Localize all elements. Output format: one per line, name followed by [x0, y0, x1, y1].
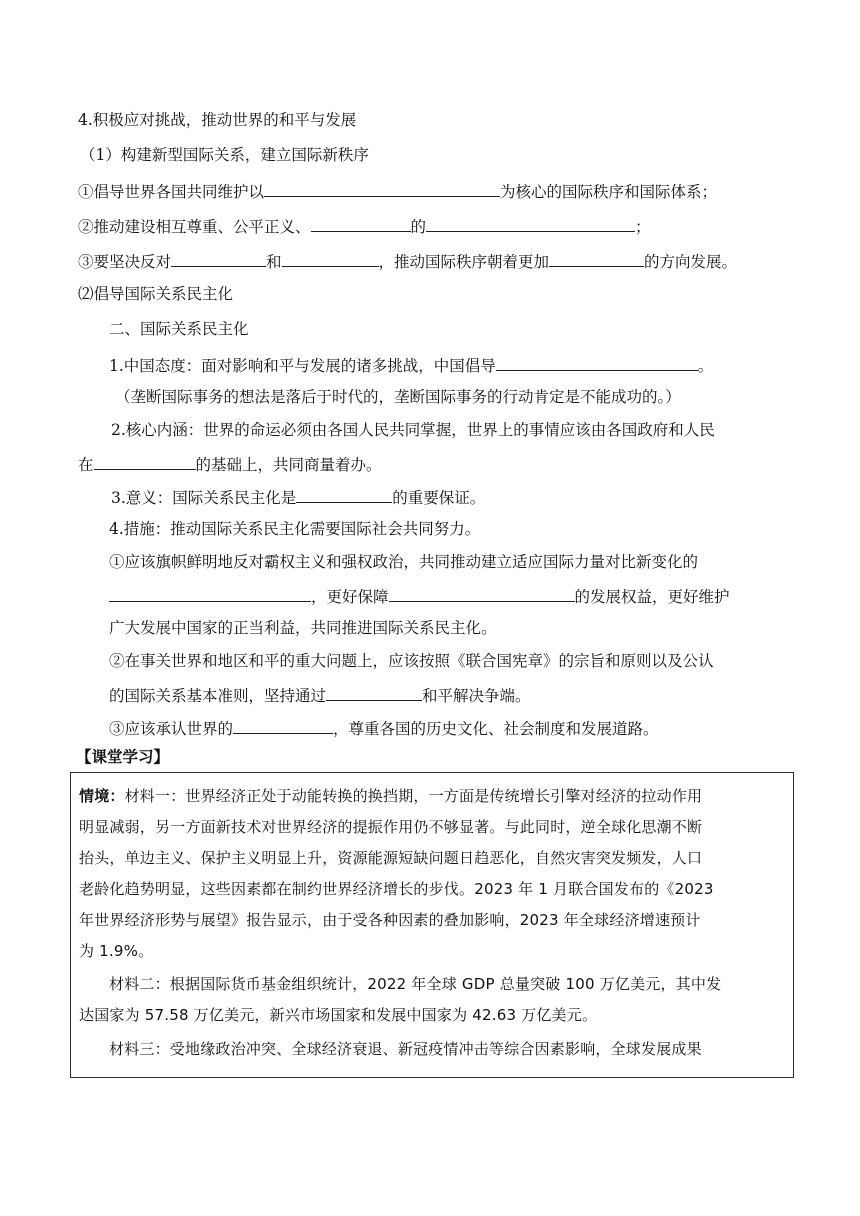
- section4-item2: [78, 214, 651, 238]
- scenario-line-8: 达国家为 57.58 万亿美元，新兴市场国家和发展中国家为 42.63 万亿美元。: [79, 1006, 598, 1024]
- scenario-line-5: 年世界经济形势与展望》报告显示，由于受各种因素的叠加影响，2023 年全球经济增速预计: [79, 911, 701, 929]
- part2-p1-note: （垄断国际事务的想法是落后于时代的，垄断国际事务的行动肯定是不能成功的。）: [115, 388, 681, 406]
- scenario-label: 情境：: [79, 787, 125, 805]
- scenario-line-7: 材料二：根据国际货币基金组织统计，2022 年全球 GDP 总量突破 100 万亿美元，其中发: [109, 975, 722, 993]
- blank-item1[interactable]: [264, 179, 500, 197]
- blank-item2-1[interactable]: [311, 214, 411, 232]
- p3-text-b: 的重要保证。: [392, 489, 486, 507]
- part2-title: 二、国际关系民主化: [109, 320, 249, 338]
- p1-text-b: 。: [697, 357, 714, 375]
- classroom-header: 【课堂学习】: [76, 747, 170, 766]
- item2-text-c: ；: [635, 218, 651, 236]
- section4-item1: [78, 179, 717, 203]
- p2-text-c: 的基础上，共同商量着办。: [195, 456, 382, 474]
- blank-p3[interactable]: [296, 485, 392, 503]
- item1-text-a: ①倡导世界各国共同维护以: [78, 183, 265, 201]
- item3-text-b: 和: [266, 253, 282, 271]
- blank-m1-2[interactable]: [389, 584, 575, 602]
- part2-p1: [109, 353, 713, 377]
- blank-p1[interactable]: [496, 353, 698, 371]
- item2-text-b: 的: [410, 218, 427, 236]
- m3-text-b: ，尊重各国的历史文化、社会制度和发展道路。: [333, 720, 659, 738]
- part2-m3: [109, 716, 659, 740]
- section4-sub2: ⑵倡导国际关系民主化: [78, 285, 234, 303]
- part2-m1-line1: ①应该旗帜鲜明地反对霸权主义和强权政治，共同推动建立适应国际力量对比新变化的: [109, 553, 699, 571]
- m3-text-a: ③应该承认世界的: [109, 720, 234, 738]
- blank-m1-1[interactable]: [109, 584, 311, 602]
- m1-text-c: 的发展权益，更好维护: [574, 588, 730, 606]
- blank-item3-1[interactable]: [171, 249, 266, 267]
- item3-text-c: ，推动国际秩序朝着更加: [378, 253, 550, 271]
- p2-text-b: 在: [78, 456, 94, 474]
- section4-item3: [78, 249, 737, 273]
- part2-p2-line2: [78, 452, 382, 476]
- scenario-line-3: 抬头，单边主义、保护主义明显上升，资源能源短缺问题日趋恶化，自然灾害突发频发，人口: [79, 849, 703, 867]
- blank-item2-2[interactable]: [426, 214, 635, 232]
- part2-m1-line3: 广大发展中国家的正当利益，共同推进国际关系民主化。: [109, 619, 497, 637]
- m2-text-b: 的国际关系基本准则，坚持通过: [109, 687, 327, 705]
- item3-text-a: ③要坚决反对: [78, 253, 172, 271]
- scenario-line-9: 材料三：受地缘政治冲突、全球经济衰退、新冠疫情冲击等综合因素影响，全球发展成果: [109, 1040, 702, 1058]
- part2-m2-line1: ②在事关世界和地区和平的重大问题上，应该按照《联合国宪章》的宗旨和原则以及公认: [109, 652, 714, 670]
- blank-m2[interactable]: [326, 683, 422, 701]
- part2-m2-line2: [109, 683, 531, 707]
- section4-sub1: （1）构建新型国际关系，建立国际新秩序: [80, 146, 369, 164]
- m1-text-b: ，更好保障: [311, 588, 389, 606]
- part2-p2-line1: 2.核心内涵：世界的命运必须由各国人民共同掌握，世界上的事情应该由各国政府和人民: [111, 421, 715, 439]
- scenario-line-6: 为 1.9%。: [79, 942, 154, 960]
- classroom-scenario-box: [70, 772, 794, 1078]
- p1-text-a: 1.中国态度：面对影响和平与发展的诸多挑战，中国倡导: [109, 357, 496, 375]
- m2-text-c: 和平解决争端。: [422, 687, 531, 705]
- scenario-line-4: 老龄化趋势明显，这些因素都在制约世界经济增长的步伐。2023 年 1 月联合国发布的《2023: [79, 880, 714, 898]
- scenario-line-1: [79, 785, 702, 807]
- blank-item3-3[interactable]: [549, 249, 644, 267]
- p3-text-a: 3.意义：国际关系民主化是: [111, 489, 297, 507]
- section4-heading: 4.积极应对挑战，推动世界的和平与发展: [78, 111, 357, 129]
- blank-item3-2[interactable]: [282, 249, 379, 267]
- scenario-line-2: 明显减弱，另一方面新技术对世界经济的提振作用仍不够显著。与此同时，逆全球化思潮不断: [79, 818, 703, 836]
- blank-p2[interactable]: [94, 452, 196, 470]
- part2-p4: 4.措施：推动国际关系民主化需要国际社会共同努力。: [109, 520, 481, 538]
- material1-line1: 材料一：世界经济正处于动能转换的换挡期，一方面是传统增长引擎对经济的拉动作用: [124, 787, 703, 805]
- item3-text-d: 的方向发展。: [644, 253, 738, 271]
- item1-text-b: 为核心的国际秩序和国际体系；: [500, 183, 718, 201]
- part2-m1-line2: [109, 584, 730, 608]
- item2-text-a: ②推动建设相互尊重、公平正义、: [78, 218, 311, 236]
- blank-m3[interactable]: [233, 716, 333, 734]
- part2-p3: [111, 485, 485, 509]
